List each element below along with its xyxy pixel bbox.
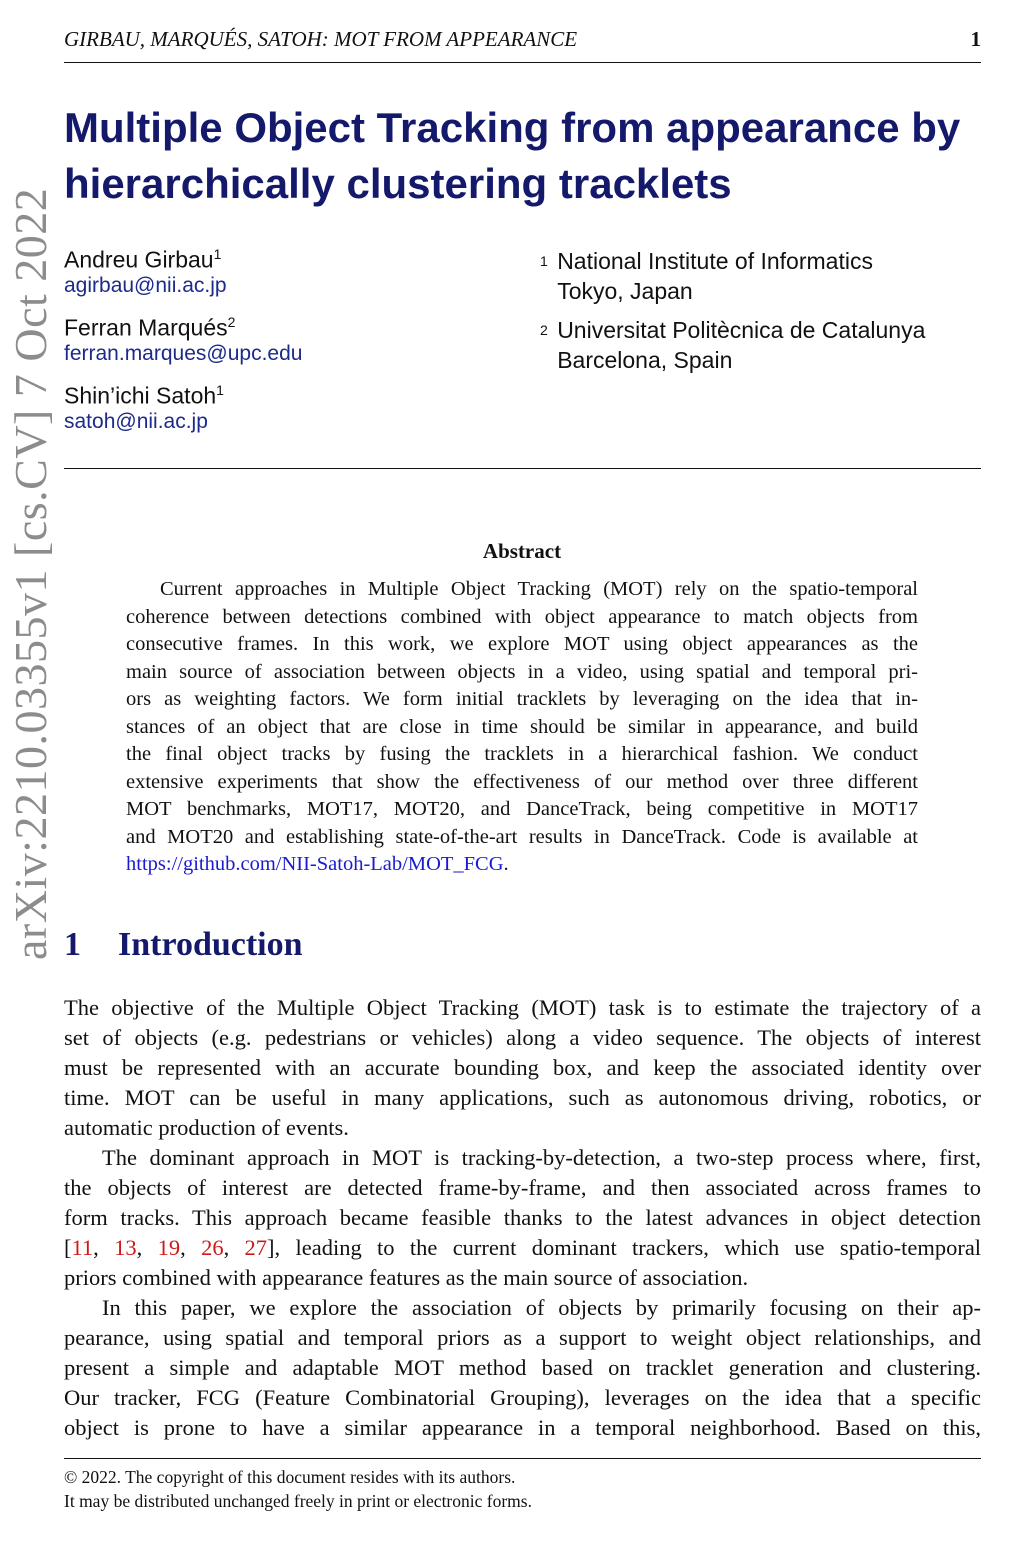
body-line: the objects of interest are detected frame-by-frame, and then associated across frames to — [64, 1175, 981, 1200]
body-text: ], leading to the current dominant trackers, which use spatio-temporal — [267, 1235, 982, 1260]
citation-link[interactable]: 13 — [114, 1235, 137, 1260]
author-email[interactable]: ferran.marques@upc.edu — [64, 341, 303, 365]
paper-title — [64, 100, 960, 212]
affil-name: National Institute of Informatics — [557, 248, 873, 274]
arxiv-watermark: arXiv:2210.03355v1 [cs.CV] 7 Oct 2022 — [5, 187, 56, 960]
affil-location: Barcelona, Spain — [557, 347, 733, 373]
abstract-line: Current approaches in Multiple Object Tracking (MOT) rely on the spatio-temporal — [160, 578, 918, 600]
abstract-line: extensive experiments that show the effectiveness of our method over three different — [126, 770, 918, 793]
title-line: Multiple Object Tracking from appearance by — [64, 104, 961, 151]
abstract-line: ors as weighting factors. We form initial tracklets by leveraging on the idea that in- — [126, 688, 918, 710]
body-line: object is prone to have a similar appearance in a temporal neighborhood. Based on this, — [64, 1415, 981, 1440]
affil-name: Universitat Politècnica de Catalunya — [557, 317, 926, 343]
author-rule — [64, 468, 981, 469]
author-affil-mark: 2 — [227, 314, 236, 330]
affiliation-2 — [540, 315, 925, 375]
body-line: time. MOT can be useful in many applications, such as autonomous driving, robotics, or — [64, 1085, 981, 1110]
section-heading — [64, 926, 303, 964]
affiliation-1 — [540, 246, 873, 306]
body-line: automatic production of events. — [64, 1115, 349, 1140]
affil-mark: 1 — [540, 253, 548, 269]
author-name: Shin’ichi Satoh — [64, 382, 217, 409]
body-line: form tracks. This approach became feasible thanks to the latest advances in object detection — [64, 1205, 981, 1230]
author-email[interactable]: agirbau@nii.ac.jp — [64, 273, 227, 297]
copyright-footnote — [64, 1465, 532, 1513]
running-header — [64, 27, 981, 52]
abstract-line: and MOT20 and establishing state-of-the-art results in DanceTrack. Code is available at — [126, 825, 918, 848]
abstract-line: consecutive frames. In this work, we explore MOT using object appearances as the — [126, 633, 918, 655]
header-rule — [64, 62, 981, 63]
copyright-line: © 2022. The copyright of this document resides with its authors. — [64, 1467, 516, 1487]
body-line-citations: [11, 13, 19, 26, 27], leading to the current dominant trackers, which use spatio-temporal — [64, 1235, 982, 1260]
author-name: Andreu Girbau — [64, 246, 214, 273]
abstract-line: MOT benchmarks, MOT17, MOT20, and DanceTrack, being competitive in MOT17 — [126, 798, 918, 820]
citation-link[interactable]: 27 — [244, 1235, 268, 1260]
citation-link[interactable]: 19 — [157, 1235, 181, 1260]
body-line: The objective of the Multiple Object Tracking (MOT) task is to estimate the trajectory of a — [64, 995, 981, 1020]
affil-mark: 2 — [540, 322, 548, 338]
body-line: set of objects (e.g. pedestrians or vehicles) along a video sequence. The objects of interest — [64, 1025, 981, 1050]
abstract-line: main source of association between objects in a video, using spatial and temporal pri- — [126, 660, 918, 683]
body-line: The dominant approach in MOT is tracking-by-detection, a two-step process where, first, — [102, 1145, 981, 1170]
distribution-line: It may be distributed unchanged freely in print or electronic forms. — [64, 1491, 532, 1511]
abstract-line: stances of an object that are close in time should be similar in appearance, and build — [126, 715, 918, 738]
author-email[interactable]: satoh@nii.ac.jp — [64, 409, 208, 433]
citation-link[interactable]: 11 — [71, 1235, 94, 1260]
author-block — [64, 382, 302, 434]
code-link[interactable]: https://github.com/NII-Satoh-Lab/MOT_FCG — [126, 853, 504, 875]
footnote-rule — [64, 1458, 981, 1459]
abstract-heading: Abstract — [482, 539, 562, 563]
body-line: In this paper, we explore the association of objects by primarily focusing on their ap- — [102, 1295, 981, 1320]
abstract-body — [126, 576, 918, 879]
title-line: hierarchically clustering tracklets — [64, 160, 732, 207]
abstract-line: coherence between detections combined with object appearance to match objects from — [126, 605, 918, 628]
citation-link[interactable]: 26 — [201, 1235, 224, 1260]
body-line: Our tracker, FCG (Feature Combinatorial Grouping), leverages on the idea that a specific — [64, 1385, 981, 1410]
body-line: present a simple and adaptable MOT method based on tracklet generation and clustering. — [64, 1355, 981, 1380]
abstract-line: the final object tracks by fusing the tracklets in a hierarchical fashion. We conduct — [126, 743, 918, 765]
affil-location: Tokyo, Japan — [557, 278, 693, 304]
author-name: Ferran Marqués — [64, 314, 228, 341]
punctuation: . — [503, 853, 509, 875]
body-line: priors combined with appearance features as the main source of association. — [64, 1265, 749, 1290]
author-affil-mark: 1 — [213, 246, 222, 262]
intro-body — [64, 993, 981, 1443]
body-line: must be represented with an accurate bounding box, and keep the associated identity over — [64, 1055, 981, 1080]
author-block — [64, 314, 302, 382]
running-title: GIRBAU, MARQUÉS, SATOH: MOT FROM APPEARANCE — [64, 27, 578, 51]
author-list — [64, 246, 302, 434]
body-line: pearance, using spatial and temporal priors as a support to weight object relationships, and — [64, 1325, 981, 1350]
page-number: 1 — [970, 27, 981, 51]
author-affil-mark: 1 — [216, 382, 224, 398]
section-title: Introduction — [118, 926, 303, 963]
author-block — [64, 246, 302, 314]
section-number: 1 — [64, 926, 81, 963]
